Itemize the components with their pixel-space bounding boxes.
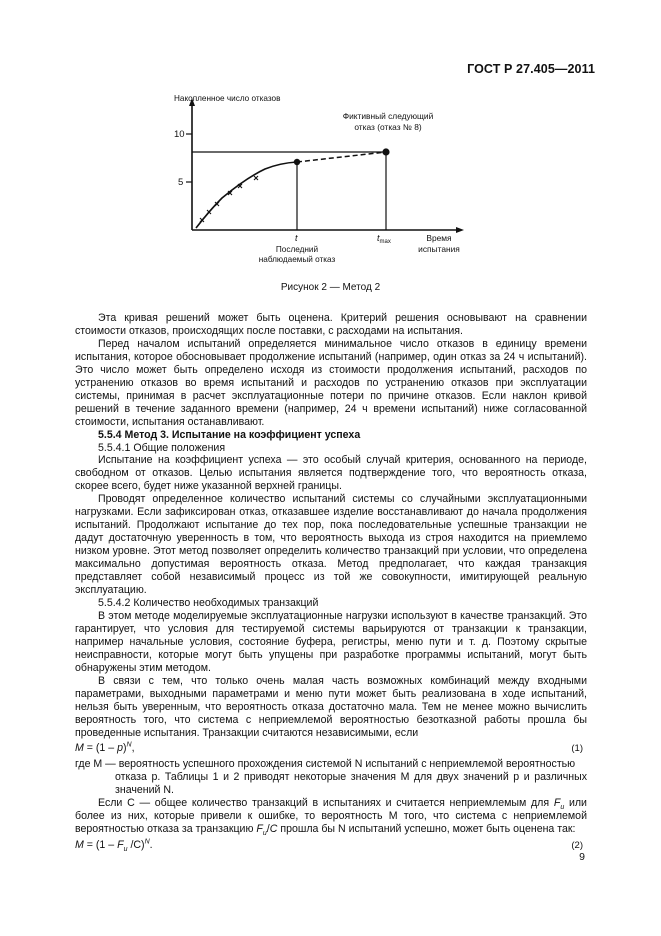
equation-1-formula: M = (1 – p)$^N$, bbox=[75, 741, 135, 755]
equation-1 bbox=[75, 742, 587, 755]
last-failure-point bbox=[294, 159, 300, 165]
x-axis-label-2: испытания bbox=[418, 244, 460, 254]
x-label-t: t bbox=[295, 233, 298, 243]
paragraph: Проводят определенное количество испытаний системы со случайными эксплуатационными нагрузками. Если зафиксирован отказ, отказавшее изделие восстанавливают до начала продолжения испытаний. Продолжают испытание до тех пор, пока последовательные успешные транзакции не дадут достаточную уверенность в том, что вероятность выхода из строя находится на приемлемо низком уровне. Этот метод позволяет определить количество транзакций при условии, что определена максимально допустимая вероятность отказа. Метод предполагает, что каждая транзакция представляет собой независимый процесс из той же совокупности, имитирующей реальную эксплуатацию. bbox=[75, 493, 587, 597]
paragraph: В этом методе моделируемые эксплуатационные нагрузки используют в качестве транзакций. Это гарантирует, что условия для тестируемой системы варьируются от транзакции к транзакции, например начальные условия, состояние буфера, регистры, меню пути и т. д. Поэтому скрытые неисправности, которые могут быть упущены при разработке программы испытаний, могут быть обнаружены этим методом. bbox=[75, 609, 587, 674]
document-header-id: ГОСТ Р 27.405—2011 bbox=[467, 62, 595, 76]
where-clause-line-1: где M — вероятность успешного прохождения системой N испытаний с неприемлемой вероятностью bbox=[75, 758, 576, 771]
x-axis-label-1: Время bbox=[426, 233, 452, 243]
x-axis-arrow bbox=[456, 227, 464, 233]
figure-caption: Рисунок 2 — Метод 2 bbox=[280, 282, 381, 293]
page-number: 9 bbox=[579, 851, 585, 863]
section-heading-5-5-4: 5.5.4 Метод 3. Испытание на коэффициент успеха bbox=[98, 428, 361, 441]
equation-2-formula: $M = (1 - F_u$ /C)$^N$. bbox=[75, 838, 153, 854]
equation-2 bbox=[75, 839, 587, 852]
extrapolation-dashed-line bbox=[297, 152, 386, 162]
where-clause-line-2: отказа p. Таблицы 1 и 2 приводят некоторые значения M для двух значений p и различных значений N. bbox=[115, 771, 587, 797]
last-failure-label-2: наблюдаемый отказ bbox=[258, 255, 336, 264]
y-axis-label: Накопленное число отказов bbox=[174, 94, 281, 103]
paragraph: В связи с тем, что только очень малая часть возможных комбинаций между входными параметрами, выходными параметрами и меню пути может быть реализована в ходе испытаний, нельзя быть уверенным, что вероятность отказа достаточно мала. Тем не менее можно вычислить вероятность того, что система с неприемлемой вероятностью безотказной работы прошла бы проведенные испытания. Транзакции считаются независимыми, если bbox=[75, 674, 587, 739]
equation-2-number: (2) bbox=[571, 840, 583, 852]
x-label-tmax: $t_{max}$ bbox=[377, 233, 391, 245]
paragraph: Перед началом испытаний определяется минимальное число отказов в единицу времени испытания, которое обосновывает продолжение испытаний (например, один отказ за 24 ч испытаний). Это число может быть определено исходя из стоимости продолжения испытаний, расходов по устранению отказов во время испытаний и расходов по устранению отказов при эксплуатации системы, принимая в расчет эксплуатационные потери по причине отказов. Если наклон кривой решений в течение заданного времени (например, 24 ч времени испытаний) ниже согласованной стоимости, испытания останавливают. bbox=[75, 337, 587, 428]
fictitious-label-1: Фиктивный следующий bbox=[342, 111, 434, 121]
failure-markers bbox=[200, 176, 258, 222]
last-failure-label-1: Последний bbox=[275, 245, 319, 254]
body-text bbox=[75, 312, 587, 855]
fictitious-failure-point bbox=[382, 148, 389, 155]
cumulative-failures-figure bbox=[150, 88, 490, 273]
paragraph: Если C — общее количество транзакций в испытаниях и считается неприемлемым для $F_u$ или более из них, которые привели к ошибке, то вероятность M того, что система с неприемлемой вероятностью отказа за транзакцию $F_u/C$ прошла бы N испытаний успешно, может быть оценена так: bbox=[75, 797, 587, 838]
decision-curve bbox=[196, 162, 297, 228]
fictitious-label-2: отказ (отказ № 8) bbox=[354, 122, 422, 132]
y-tick-label-10: 10 bbox=[174, 129, 185, 140]
subsection-heading-5-5-4-2: 5.5.4.2 Количество необходимых транзакций bbox=[98, 596, 319, 609]
equation-1-number: (1) bbox=[571, 743, 583, 755]
paragraph: Испытание на коэффициент успеха — это особый случай критерия, основанного на периоде, свободном от отказов. Целью испытания является подтверждение того, что вероятность отказа, скорее всего, будет ниже указанной верхней границы. bbox=[75, 454, 587, 493]
subsection-heading-5-5-4-1: 5.5.4.1 Общие положения bbox=[98, 441, 226, 454]
paragraph: Эта кривая решений может быть оценена. Критерий решения основывают на сравнении стоимости отказов, происходящих после поставки, с расходами на испытания. bbox=[75, 312, 587, 337]
y-tick-label-5: 5 bbox=[178, 177, 184, 188]
